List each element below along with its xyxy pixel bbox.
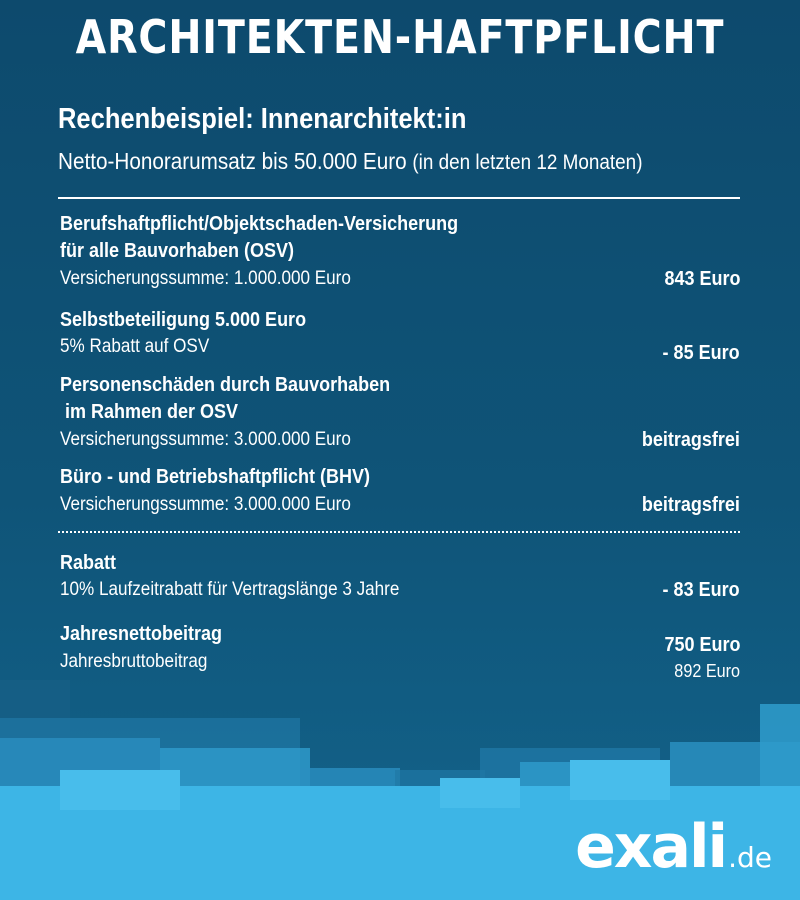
logo-wordmark: exali <box>575 812 727 882</box>
item-detail: Versicherungssumme: 3.000.000 Euro <box>60 429 351 450</box>
item-title: für alle Bauvorhaben (OSV) <box>60 240 295 262</box>
revenue-condition <box>58 148 642 175</box>
dotted-divider <box>58 531 740 533</box>
net-premium-label: Jahresnettobeitrag <box>60 623 223 645</box>
item-value: - 85 Euro <box>662 342 740 364</box>
gross-premium-value: 892 Euro <box>674 661 740 681</box>
rabatt-title: Rabatt <box>60 552 117 574</box>
revenue-condition-note: (in den letzten 12 Monaten) <box>412 151 643 174</box>
skyline-block <box>440 778 520 808</box>
item-title: Berufshaftpflicht/Objektschaden-Versicherung <box>60 213 459 235</box>
item-value: beitragsfrei <box>641 429 740 451</box>
item-title: Büro - und Betriebshaftpflicht (BHV) <box>60 466 370 488</box>
example-subtitle: Rechenbeispiel: Innenarchitekt:in <box>58 103 467 135</box>
net-premium-value: 750 Euro <box>663 634 740 656</box>
page-title: ARCHITEKTEN-HAFTPFLICHT <box>75 10 725 64</box>
item-detail: Versicherungssumme: 1.000.000 Euro <box>60 268 351 289</box>
gross-premium-label: Jahresbruttobeitrag <box>60 651 208 672</box>
revenue-condition-main: Netto-Honorarumsatz bis 50.000 Euro <box>58 148 407 174</box>
skyline-block <box>60 770 180 810</box>
exali-logo <box>575 812 772 882</box>
item-value: beitragsfrei <box>641 494 740 516</box>
item-detail: Versicherungssumme: 3.000.000 Euro <box>60 494 351 515</box>
skyline-block <box>570 760 670 800</box>
item-title: im Rahmen der OSV <box>60 401 239 423</box>
item-value: 843 Euro <box>663 268 740 290</box>
item-title: Personenschäden durch Bauvorhaben <box>60 374 391 396</box>
item-title: Selbstbeteiligung 5.000 Euro <box>60 309 307 331</box>
rabatt-value: - 83 Euro <box>662 579 740 601</box>
divider <box>58 197 740 199</box>
logo-domain: .de <box>728 841 772 874</box>
item-detail: 5% Rabatt auf OSV <box>60 336 210 357</box>
rabatt-detail: 10% Laufzeitrabatt für Vertragslänge 3 Jahre <box>60 579 400 600</box>
